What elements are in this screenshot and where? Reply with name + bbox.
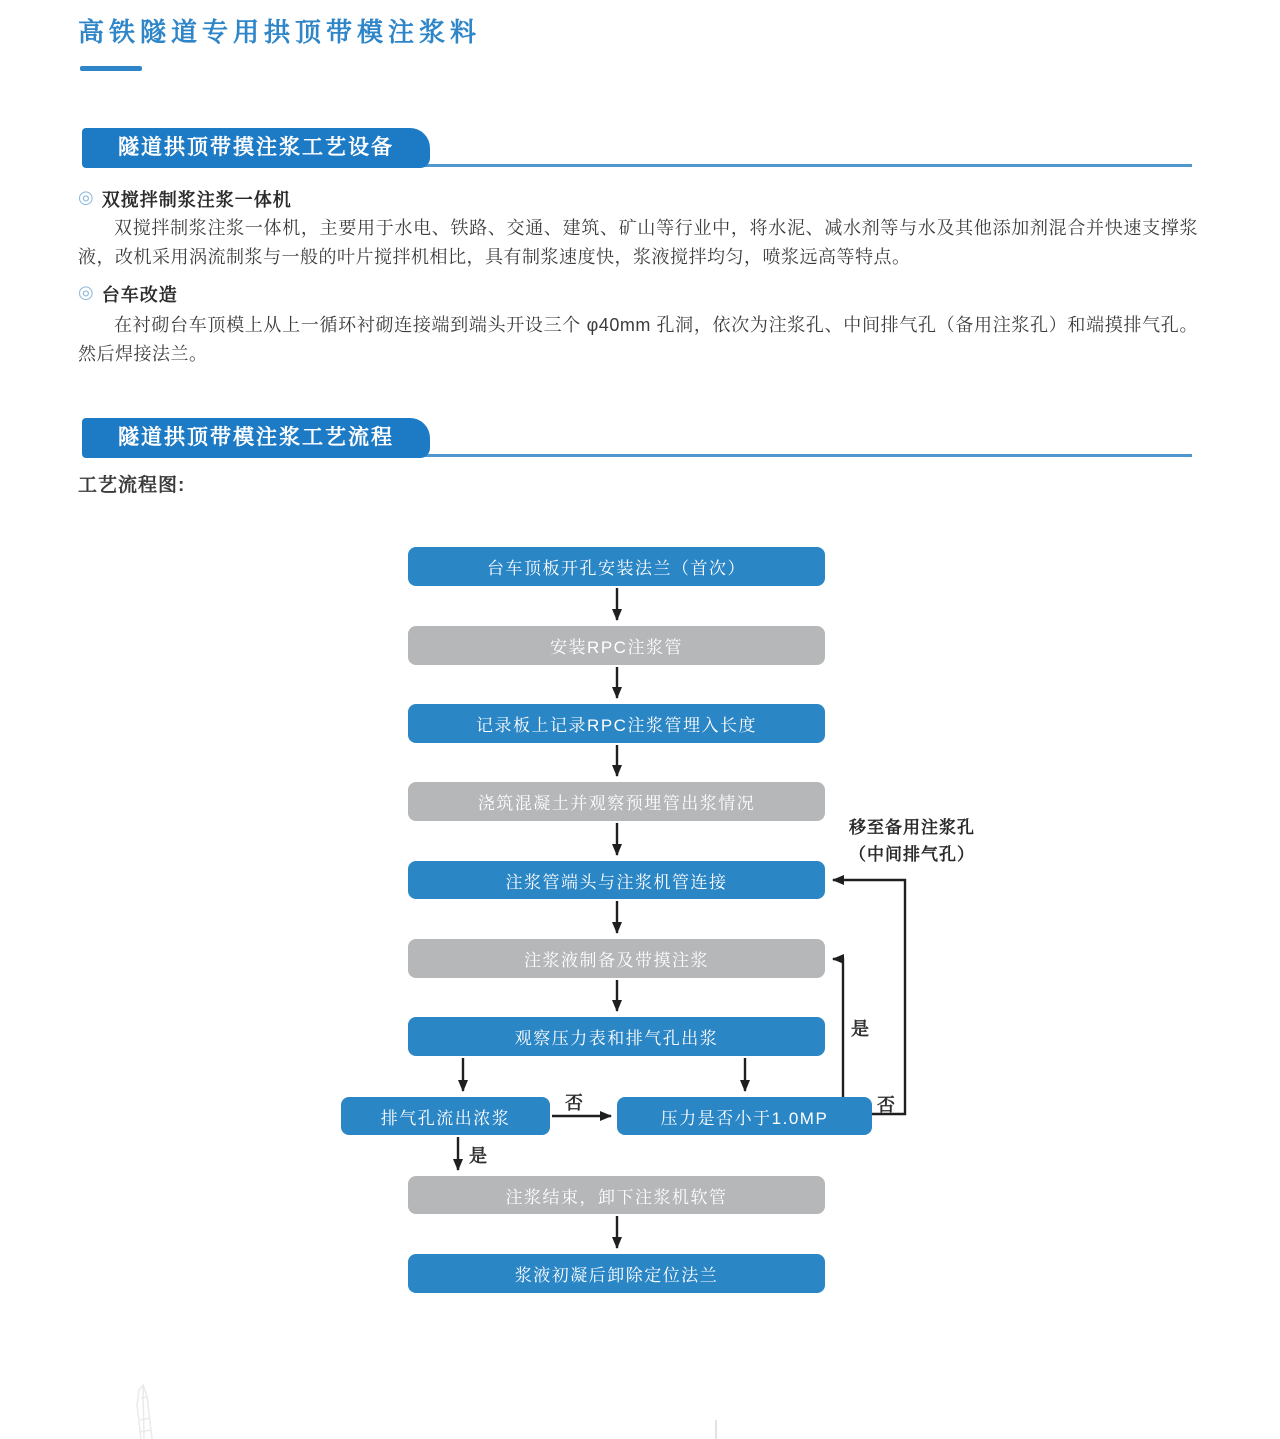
banner-rule-process xyxy=(420,454,1192,457)
loop-annotation-line2: （中间排气孔） xyxy=(849,845,975,864)
loop-annotation-line1: 移至备用注浆孔 xyxy=(849,818,975,837)
flow-step-finish-remove-hose: 注浆结束，卸下注浆机软管 xyxy=(408,1176,825,1214)
label-yes-loop: 是 xyxy=(851,1019,869,1039)
label-no-loop: 否 xyxy=(877,1095,895,1115)
ring-bullet-icon: ◎ xyxy=(78,187,94,207)
flow-step-prepare-grout: 注浆液制备及带摸注浆 xyxy=(408,939,825,978)
section-banner-process: 隧道拱顶带模注浆工艺流程 xyxy=(82,418,430,458)
label-no-mid: 否 xyxy=(565,1093,583,1113)
flow-step-install-rpc-pipe: 安装RPC注浆管 xyxy=(408,626,825,665)
loop-pressure-yes-to-prepare xyxy=(833,959,843,1097)
flow-step-pressure-check: 压力是否小于1.0MP xyxy=(617,1097,872,1135)
flow-step-connect-grouting-machine: 注浆管端头与注浆机管连接 xyxy=(408,861,825,899)
equipment-item-2-heading-row xyxy=(78,281,178,307)
loop-pressure-no-to-connect xyxy=(833,880,905,1114)
flow-step-pour-concrete-observe: 浇筑混凝土并观察预埋管出浆情况 xyxy=(408,782,825,821)
flow-step-open-hole-install-flange: 台车顶板开孔安装法兰（首次） xyxy=(408,547,825,586)
banner-rule-equipment xyxy=(420,164,1192,167)
ring-bullet-icon: ◎ xyxy=(78,282,94,302)
page-title: 高铁隧道专用拱顶带模注浆料 xyxy=(78,17,482,47)
equipment-item-1-heading: 双搅拌制浆注浆一体机 xyxy=(101,190,292,210)
title-underline xyxy=(80,66,142,71)
equipment-item-1-heading-row xyxy=(78,186,292,212)
flow-step-vent-thick-grout: 排气孔流出浓浆 xyxy=(341,1097,550,1135)
equipment-item-2-heading: 台车改造 xyxy=(101,285,178,305)
section-banner-equipment: 隧道拱顶带摸注浆工艺设备 xyxy=(82,128,430,168)
tower-sketch-watermark xyxy=(137,1385,152,1439)
equipment-item-1-body: 双搅拌制浆注浆一体机，主要用于水电、铁路、交通、建筑、矿山等行业中，将水泥、减水剂等与水及其他添加剂混合并快速支撑浆液，改机采用涡流制浆与一般的叶片搅拌机相比，具有制浆速度快，浆液搅拌均匀，喷浆远高等特点。 xyxy=(78,218,1198,267)
flow-caption: 工艺流程图: xyxy=(78,475,186,496)
flow-step-remove-flange: 浆液初凝后卸除定位法兰 xyxy=(408,1254,825,1293)
loop-annotation xyxy=(836,814,988,868)
equipment-item-2-body: 在衬砌台车顶模上从上一循环衬砌连接端到端头开设三个 φ40mm 孔洞，依次为注浆孔、中间排气孔（备用注浆孔）和端摸排气孔。然后焊接法兰。 xyxy=(78,315,1198,364)
label-yes-down: 是 xyxy=(469,1146,487,1166)
flow-step-record-embed-length: 记录板上记录RPC注浆管埋入长度 xyxy=(408,704,825,743)
flow-step-observe-pressure: 观察压力表和排气孔出浆 xyxy=(408,1017,825,1056)
